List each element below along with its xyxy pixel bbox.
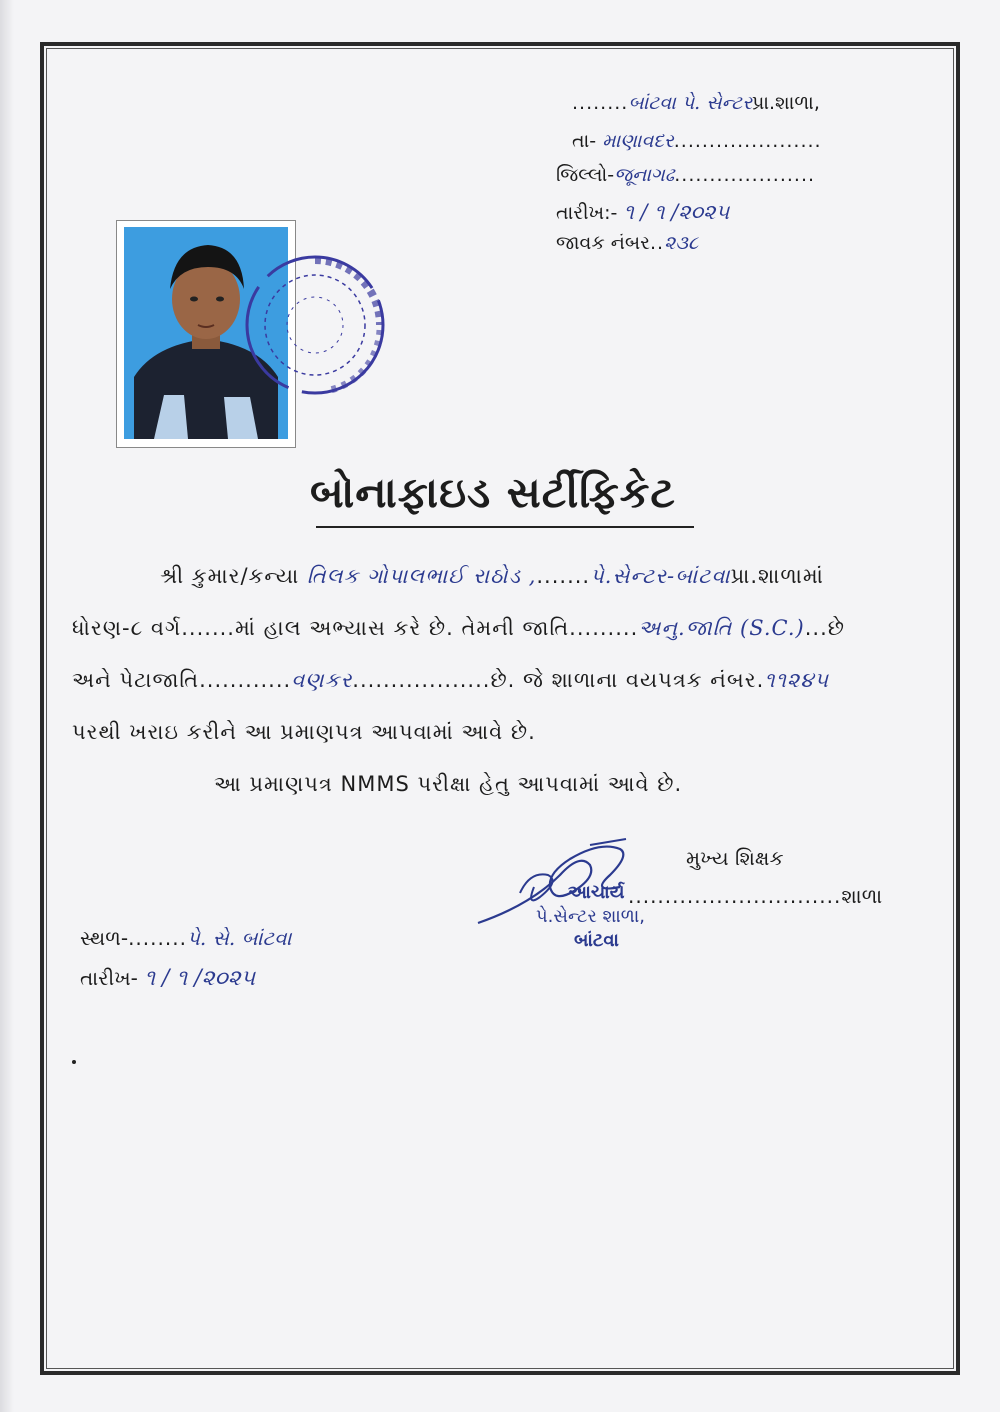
certificate-title: બોનાફાઇડ સર્ટીફિકેટ [310,468,676,517]
taluka-handwritten: માણાવદર [602,130,674,152]
caste-handwritten: અનુ.જાતિ (S.C.) [638,616,805,640]
school-name-handwritten: બાંટવા પે. સેન્ટર [628,92,753,114]
place-line: સ્થળ-........પે. સે. બાંટવા [80,926,292,950]
student-name-handwritten: તિલક ગોપાલભાઈ રાઠોડ , [306,564,537,588]
footer-date-line [80,966,255,991]
body-line-1: શ્રી કુમાર/કન્યા તિલક ગોપાલભાઈ રાઠોડ ,.......પે.સેન્ટર-બાંટવાપ્રા.શાળામાં [160,564,824,588]
seal-title: આચાર્ય [568,882,625,903]
head-teacher-label: મુખ્ય શિક્ષક [686,846,784,870]
school-handwritten: પે.સેન્ટર-બાંટવા [590,564,731,588]
seal-school: પે.સેન્ટર શાળા, [536,906,645,927]
place-label: સ્થળ- [80,926,129,950]
register-label: છે. જે શાળાના વયપત્રક નંબર [490,668,757,692]
title-underline [316,526,694,528]
student-prefix: શ્રી કુમાર/કન્યા [160,564,300,588]
line2-suffix: છે [827,616,845,640]
scan-edge [0,0,14,1412]
body-line-2: ધોરણ-૮ વર્ગ.......માં હાલ અભ્યાસ કરે છે. તેમની જાતિ.........અનુ.જાતિ (S.C.)...છે [72,616,845,640]
school-line: ........બાંટવા પે. સેન્ટરપ્રા.શાળા, [572,92,820,114]
body-line-3: અને પેટાજાતિ............વણકર..................છે. જે શાળાના વયપત્રક નંબર.૧૧૨૪૫ [72,668,830,692]
line1-suffix: પ્રા.શાળામાં [730,564,824,588]
district-line: જિલ્લો-જૂનાગઢ.................... [556,164,816,186]
outward-line: જાવક નંબર..૨૩૮ [556,232,699,254]
outward-label: જાવક નંબર [556,232,651,254]
place-handwritten: પે. સે. બાંટવા [186,926,292,950]
date-handwritten: ૧ / ૧ /૨૦૨૫ [623,200,730,224]
body-line-4: પરથી ખરાઇ કરીને આ પ્રમાણપત્ર આપવામાં આવે છે. [72,720,536,744]
school-signature-line: .............................શાળા [628,884,883,908]
taluka-line: તા- માણાવદર..................... [572,130,822,152]
subcaste-label: અને પેટાજાતિ [72,668,200,692]
speck [72,1060,76,1064]
subcaste-handwritten: વણકર [291,668,353,692]
district-label: જિલ્લો- [556,164,615,186]
school-suffix: પ્રા.શાળા, [752,92,820,114]
footer-date-label: તારીખ- [80,966,138,990]
footer-date-handwritten: ૧ / ૧ /૨૦૨૫ [144,966,256,991]
register-handwritten: ૧૧૨૪૫ [764,668,830,692]
seal-place: બાંટવા [574,930,619,951]
district-handwritten: જૂનાગઢ [614,164,675,186]
date-line [556,200,729,225]
school-stamp [240,250,390,400]
date-label: તારીખ:- [556,202,618,224]
outward-handwritten: ૨૩૮ [664,232,699,254]
school-word: શાળા [841,884,883,908]
body-line-5: આ પ્રમાણપત્ર NMMS પરીક્ષા હેતુ આપવામાં આવે છે. [214,772,683,796]
standard-label: ધોરણ-૮ વર્ગ [72,616,182,640]
caste-label: માં હાલ અભ્યાસ કરે છે. તેમની જાતિ [234,616,570,640]
taluka-label: તા- [572,130,597,152]
